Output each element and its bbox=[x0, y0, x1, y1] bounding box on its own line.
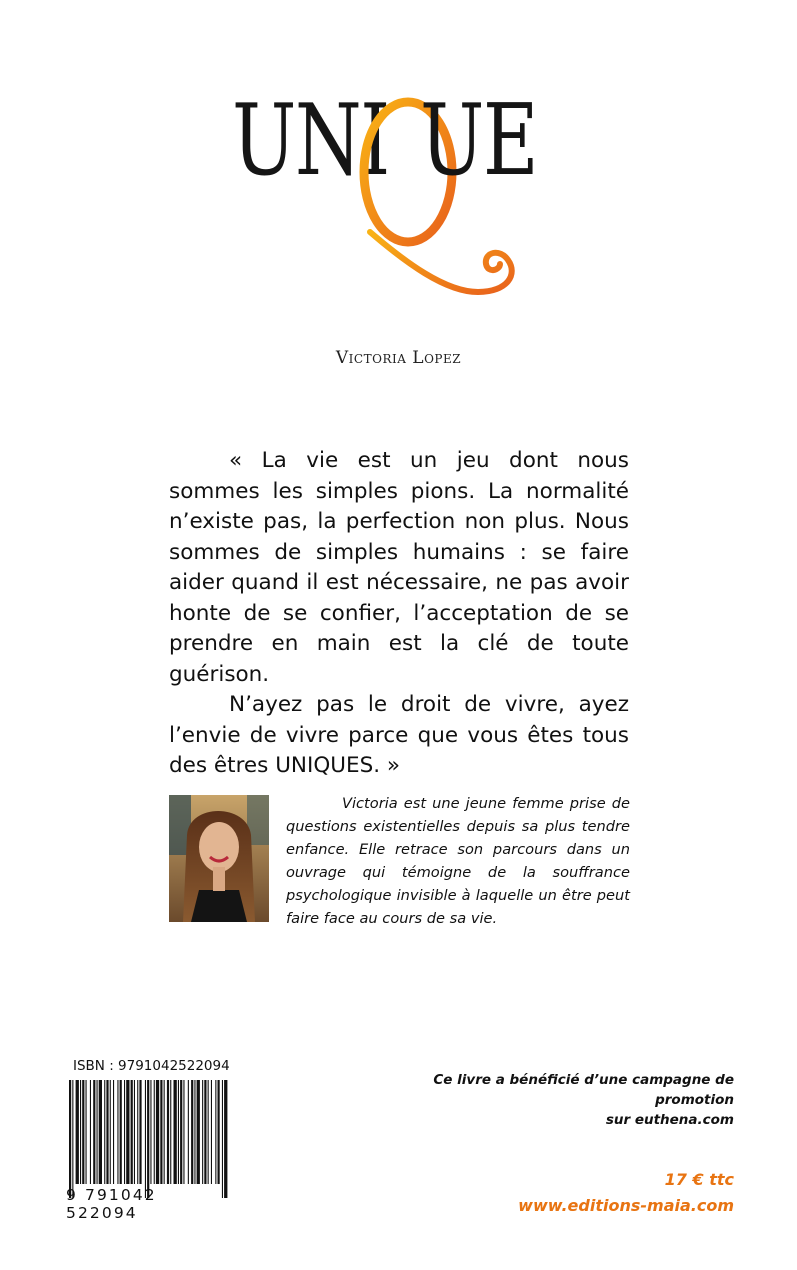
author-portrait-photo bbox=[169, 795, 269, 922]
barcode-bar bbox=[106, 1080, 108, 1184]
barcode-bar bbox=[99, 1080, 102, 1184]
barcode-bar bbox=[124, 1080, 125, 1184]
promotion-line: sur euthena.com bbox=[605, 1112, 734, 1128]
publisher-website: www.editions-maia.com bbox=[518, 1196, 734, 1215]
barcode-bar bbox=[80, 1080, 81, 1184]
quote-paragraph: N’ayez pas le droit de vivre, ayez l’envie de vivre parce que vous êtes tous des êtres UNIQUES. » bbox=[169, 692, 629, 778]
barcode-bar bbox=[150, 1080, 151, 1184]
title-part-right: UE bbox=[420, 84, 538, 198]
barcode-bar bbox=[218, 1080, 220, 1184]
price: 17 € ttc bbox=[664, 1170, 734, 1189]
barcode-bar bbox=[222, 1080, 223, 1198]
quote-paragraph: « La vie est un jeu dont nous sommes les simples pions. La normalité n’existe pas, la perfection non plus. Nous sommes de simples humains : se faire aider quand il est nécessaire, ne pas avoir honte de se confier, l’acceptation de se prendre en main est la clé de toute guérison. bbox=[169, 448, 629, 687]
barcode-bar bbox=[197, 1080, 200, 1184]
barcode-bar bbox=[120, 1080, 122, 1184]
isbn-label: ISBN : 9791042522094 bbox=[73, 1058, 230, 1074]
barcode-bar bbox=[110, 1080, 111, 1184]
promotion-note bbox=[354, 1070, 734, 1130]
barcode-bar bbox=[160, 1080, 162, 1184]
barcode-bar bbox=[113, 1080, 114, 1184]
back-cover-quote bbox=[169, 446, 629, 782]
barcode-bar bbox=[211, 1080, 212, 1184]
barcode-bar bbox=[90, 1080, 91, 1184]
barcode-bar bbox=[82, 1080, 84, 1184]
barcode-bar bbox=[86, 1080, 87, 1184]
barcode-bar bbox=[164, 1080, 165, 1184]
promotion-line: Ce livre a bénéficié d’une campagne de promotion bbox=[433, 1072, 734, 1108]
barcode-bar bbox=[93, 1080, 95, 1184]
barcode-bar bbox=[76, 1080, 79, 1184]
barcode-bar bbox=[97, 1080, 98, 1184]
barcode-bar bbox=[72, 1080, 73, 1198]
barcode-bar bbox=[167, 1080, 169, 1184]
barcode-bar bbox=[170, 1080, 171, 1184]
barcode-bar bbox=[147, 1080, 149, 1198]
barcode-bar bbox=[202, 1080, 203, 1184]
barcode-bar bbox=[137, 1080, 138, 1184]
barcode-bar bbox=[134, 1080, 135, 1184]
barcode-bar bbox=[208, 1080, 209, 1184]
barcode-bar bbox=[126, 1080, 129, 1184]
barcode-bar bbox=[204, 1080, 206, 1184]
author-biography: Victoria est une jeune femme prise de questions existentielles depuis sa plus tendre enfance. Elle retrace son parcours dans un ouvrage qui témoigne de la souffrance psychologique invisible à laquelle un être peut faire face au cours de sa vie. bbox=[286, 795, 630, 927]
barcode-bar bbox=[131, 1080, 133, 1184]
barcode-bar bbox=[194, 1080, 195, 1184]
barcode-bar bbox=[191, 1080, 193, 1184]
barcode-bar bbox=[154, 1080, 155, 1184]
barcode-bar bbox=[139, 1080, 141, 1184]
barcode-bar bbox=[183, 1080, 184, 1184]
barcode-bar bbox=[178, 1080, 179, 1184]
barcode bbox=[65, 1080, 230, 1198]
barcode-bar bbox=[224, 1080, 227, 1198]
barcode-bar bbox=[156, 1080, 159, 1184]
barcode-digits: 9 791042 522094 bbox=[66, 1186, 157, 1222]
barcode-bar bbox=[174, 1080, 177, 1184]
barcode-bar bbox=[215, 1080, 216, 1184]
barcode-bar bbox=[188, 1080, 189, 1184]
author-name: Victoria Lopez bbox=[335, 348, 462, 368]
barcode-bar bbox=[180, 1080, 182, 1184]
title-part-left: UNI bbox=[232, 84, 389, 198]
barcode-bar bbox=[104, 1080, 105, 1184]
barcode-bar bbox=[69, 1080, 71, 1198]
barcode-bar bbox=[117, 1080, 118, 1184]
book-title bbox=[0, 0, 797, 310]
barcode-bar bbox=[145, 1080, 146, 1198]
